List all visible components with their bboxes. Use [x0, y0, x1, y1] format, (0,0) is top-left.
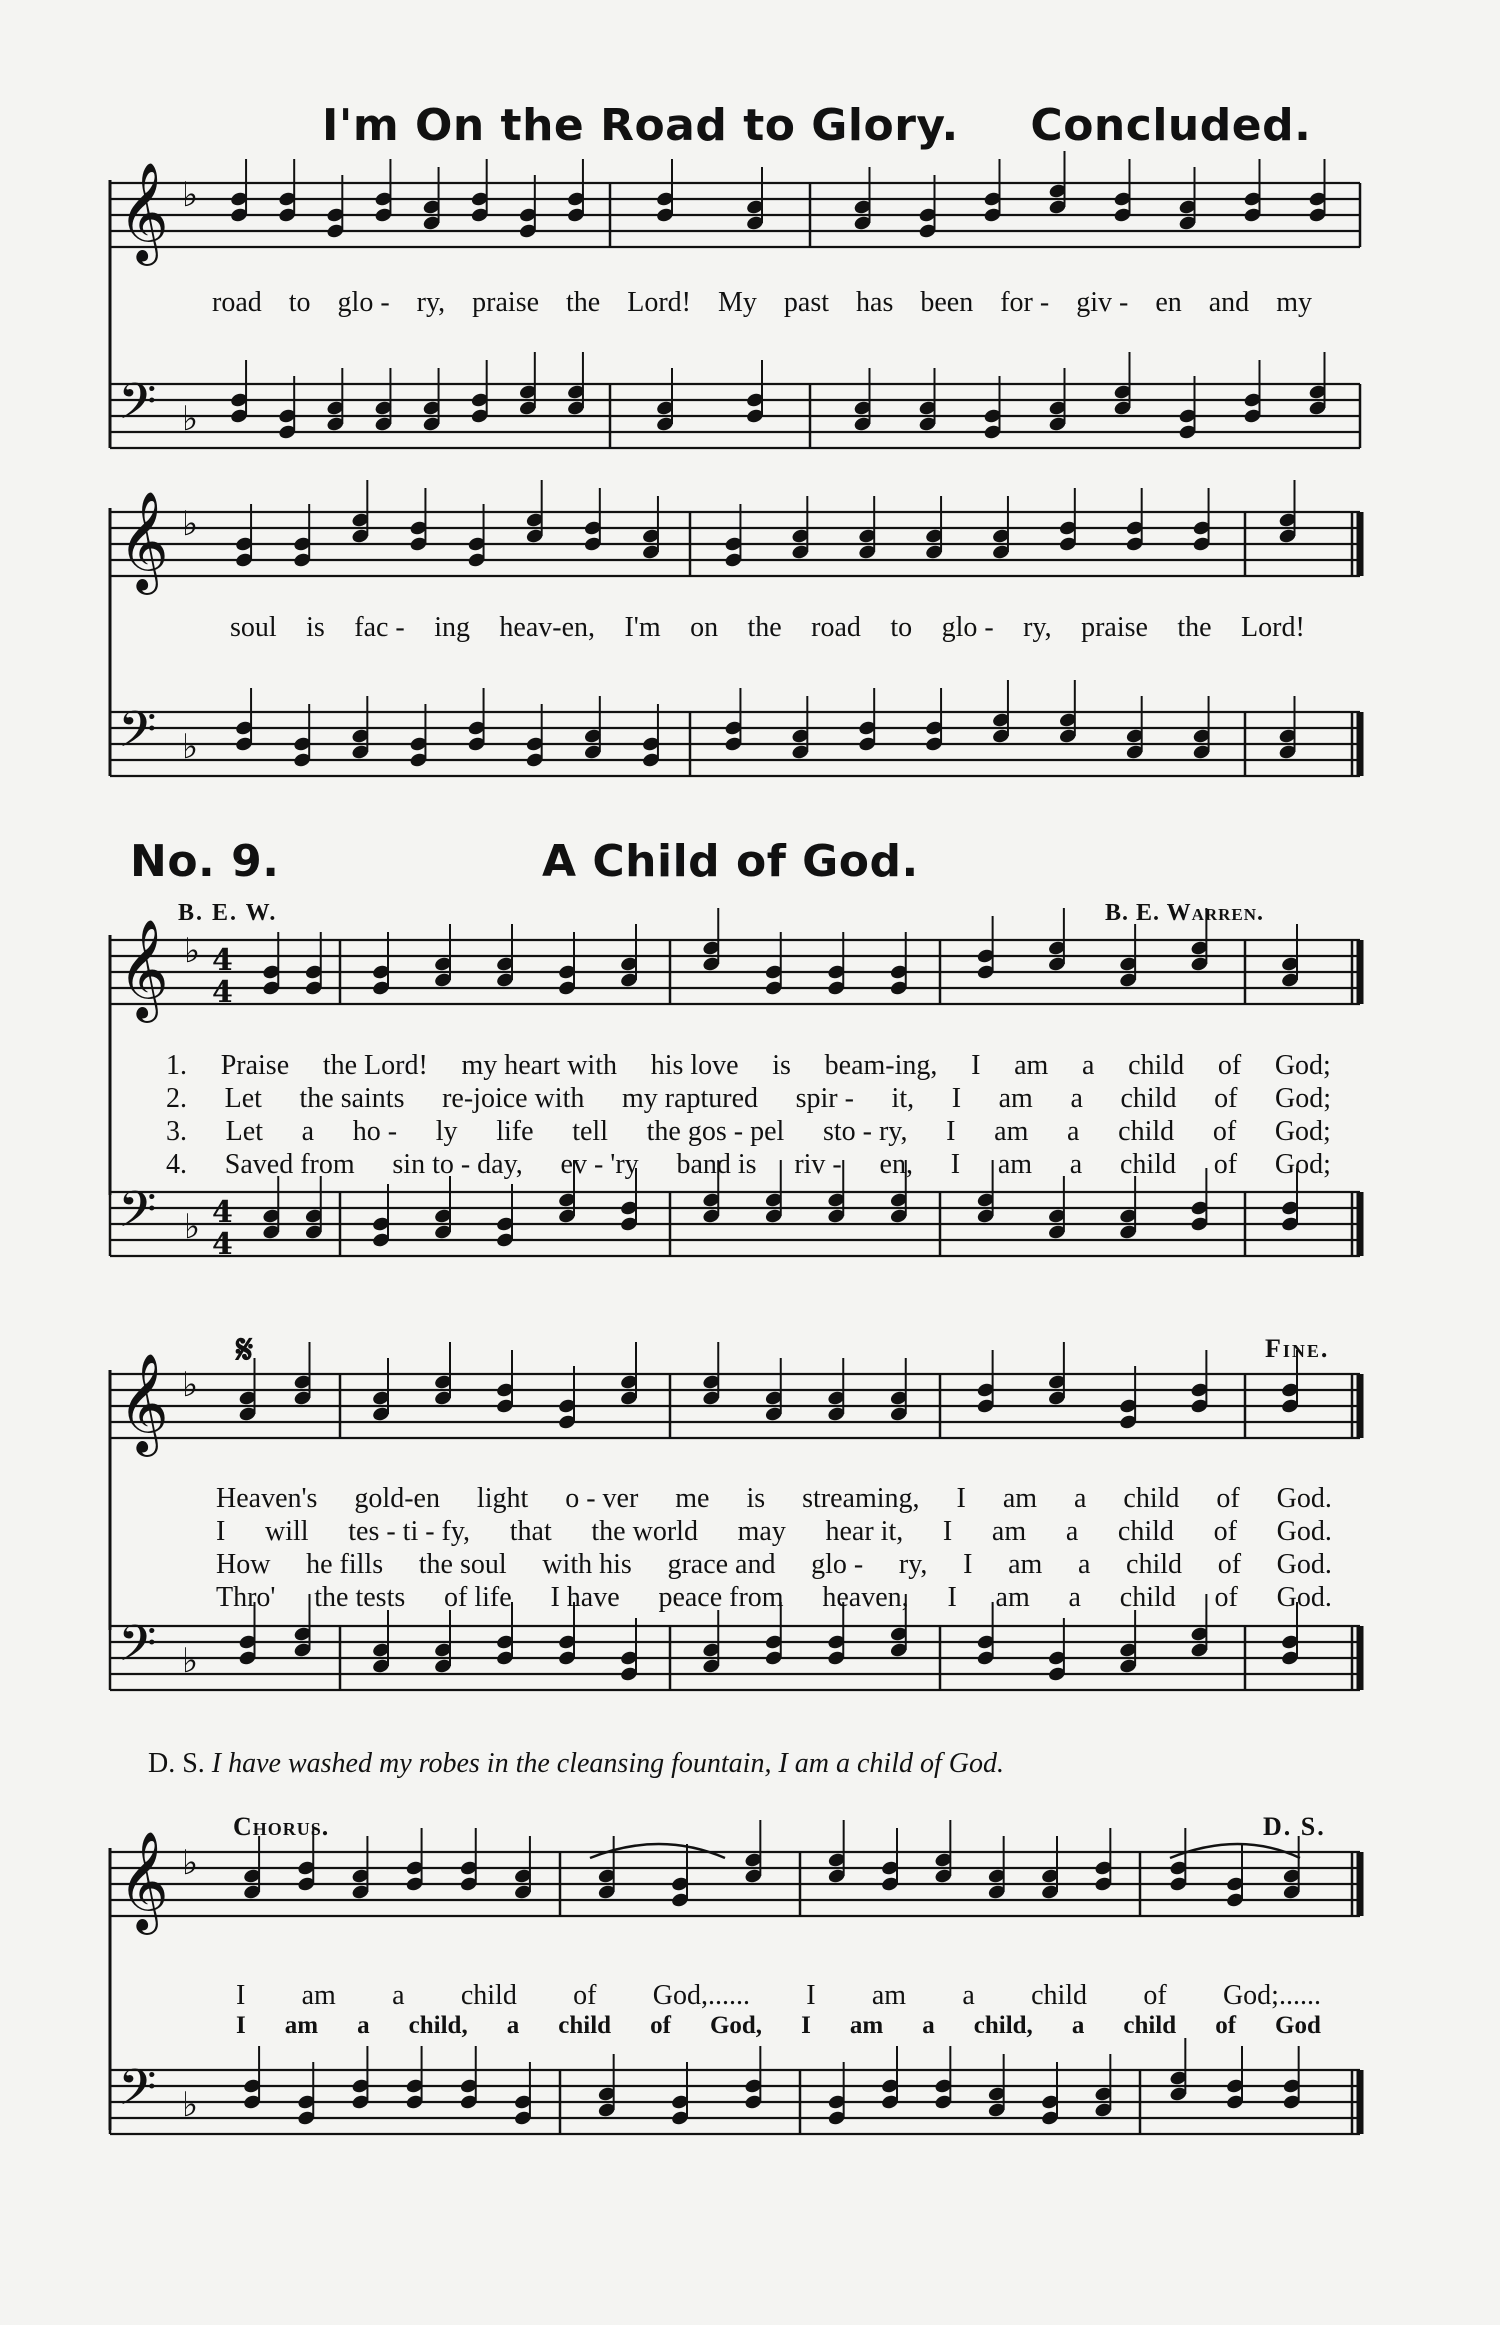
lyric-syllable: child [1031, 1980, 1088, 2011]
ds-prefix: D. S. [148, 1748, 205, 1779]
lyric-syllable: I [956, 1483, 966, 1514]
lyric-syllable: Praise [220, 1050, 290, 1081]
lyric-syllable: Lord! [627, 287, 692, 318]
lyric-syllable: Lord! [1241, 612, 1305, 643]
lyric-syllable: of life [444, 1582, 512, 1613]
lyric-syllable: God;...... [1222, 1980, 1321, 2011]
lyric-syllable: child, [408, 2012, 468, 2039]
verse-line [216, 1582, 1332, 1615]
lyric-syllable: my heart with [461, 1050, 617, 1081]
lyric-syllable: the world [591, 1516, 698, 1547]
flat-icon: ♭ [182, 727, 199, 767]
treble-clef-icon: 𝄞 [118, 1831, 169, 1931]
hymn1-system1-lyrics [212, 287, 1312, 319]
lyric-syllable: God [1275, 2012, 1321, 2039]
lyric-syllable: I have [550, 1582, 620, 1613]
lyric-syllable: a [962, 1980, 975, 2011]
lyric-syllable: am [1014, 1050, 1049, 1081]
lyric-syllable: en, [879, 1149, 913, 1180]
lyric-syllable: is [306, 612, 325, 643]
lyric-syllable: God,...... [652, 1980, 750, 2011]
lyric-syllable: I'm [624, 612, 661, 643]
treble-clef-icon: 𝄞 [118, 919, 169, 1019]
lyric-syllable: praise [472, 287, 540, 318]
lyric-syllable: ry, [416, 287, 446, 318]
lyric-syllable: road [212, 287, 262, 318]
lyric-syllable: a [392, 1980, 405, 2011]
lyric-syllable: ly [435, 1116, 458, 1147]
lyric-syllable: been [920, 287, 974, 318]
hymn1-title-main: I'm On the Road to Glory. [322, 100, 959, 151]
lyric-syllable: How [216, 1549, 271, 1580]
lyric-syllable: God; [1274, 1050, 1331, 1081]
lyric-syllable: a [1069, 1149, 1083, 1180]
chorus-line-2 [236, 2012, 1321, 2040]
lyric-syllable: child [1126, 1549, 1183, 1580]
lyric-syllable: a [1070, 1083, 1083, 1114]
lyric-syllable: grace and [667, 1549, 776, 1580]
bass-clef-icon: 𝄢 [118, 1615, 157, 1685]
lyric-syllable: am [994, 1116, 1029, 1147]
ds-text: I have washed my robes in the cleansing fountain, I am a child of God. [211, 1748, 1004, 1779]
lyric-syllable: child [1123, 2012, 1177, 2039]
hymn1-system2-lyrics [230, 612, 1305, 644]
lyric-syllable: I [942, 1516, 953, 1547]
lyric-syllable: with his [542, 1549, 632, 1580]
lyric-syllable: am [301, 1980, 336, 2011]
lyric-syllable: am [849, 2012, 884, 2039]
lyric-syllable: gold-en [354, 1483, 440, 1514]
lyric-syllable: spir - [795, 1083, 854, 1114]
lyric-syllable: Let [224, 1083, 262, 1114]
lyric-syllable: my [1276, 287, 1312, 318]
flat-icon: ♭ [182, 1641, 199, 1681]
lyric-syllable: ing [434, 612, 470, 643]
lyric-syllable: child [1120, 1149, 1176, 1180]
lyric-syllable: glo - [811, 1549, 864, 1580]
flat-icon: ♭ [182, 1365, 199, 1405]
lyric-syllable: past [783, 287, 830, 318]
lyric-syllable: child [558, 2012, 612, 2039]
time-signature-top: 4 [212, 1195, 233, 1230]
lyric-syllable: of [1213, 1149, 1238, 1180]
lyric-syllable: child [460, 1980, 517, 2011]
lyric-syllable: a [506, 2012, 520, 2039]
chorus-label: Chorus. [233, 1812, 330, 1841]
lyric-syllable: I [806, 1980, 816, 2011]
lyric-syllable: Thro' [216, 1582, 276, 1613]
lyric-syllable: tell [572, 1116, 608, 1147]
lyric-syllable: his love [650, 1050, 739, 1081]
lyric-syllable: a [1068, 1582, 1081, 1613]
lyric-syllable: the [1177, 612, 1212, 643]
lyric-syllable: I [947, 1582, 957, 1613]
lyric-syllable: of [1143, 1980, 1167, 2011]
flat-icon: ♭ [182, 504, 199, 544]
lyric-syllable: sin to - day, [392, 1149, 523, 1180]
flat-icon: ♭ [182, 1843, 199, 1883]
lyric-syllable: I [963, 1549, 973, 1580]
treble-clef-icon: 𝄞 [118, 491, 169, 591]
lyric-syllable: a [1067, 1116, 1080, 1147]
lyric-syllable: Heaven's [216, 1483, 318, 1514]
lyric-syllable: 3. [166, 1116, 187, 1147]
lyric-syllable: God. [1276, 1582, 1332, 1613]
segno-sign: 𝄋 [236, 1327, 256, 1372]
lyric-syllable: child [1123, 1483, 1180, 1514]
lyric-syllable: tes - ti - fy, [348, 1516, 471, 1547]
lyric-syllable: has [856, 287, 894, 318]
lyric-syllable: me [675, 1483, 710, 1514]
bass-clef-icon: 𝄢 [118, 373, 157, 443]
lyric-syllable: giv - [1076, 287, 1129, 318]
lyric-syllable: to [890, 612, 913, 643]
lyric-syllable: God; [1274, 1083, 1331, 1114]
lyric-syllable: I [951, 1083, 962, 1114]
lyric-syllable: God; [1274, 1149, 1331, 1180]
lyric-syllable: am [284, 2012, 319, 2039]
lyric-syllable: I [971, 1050, 981, 1081]
words-credit: B. E. W. [178, 900, 278, 926]
lyric-syllable: re-joice with [442, 1083, 585, 1114]
lyric-syllable: my raptured [621, 1083, 759, 1114]
lyric-syllable: child [1120, 1083, 1177, 1114]
lyric-syllable: am [1002, 1483, 1038, 1514]
lyric-syllable: sto - ry, [822, 1116, 908, 1147]
bass-clef-icon: 𝄢 [118, 2059, 157, 2129]
lyric-syllable: of [573, 1980, 597, 2011]
lyric-syllable: child [1118, 1116, 1175, 1147]
lyric-syllable: streaming, [802, 1483, 920, 1514]
lyric-syllable: of [1217, 1549, 1242, 1580]
hymn2-system1-verses [166, 1050, 1331, 1182]
lyric-syllable: ho - [352, 1116, 398, 1147]
lyric-syllable: glo - [941, 612, 994, 643]
lyric-syllable: will [265, 1516, 309, 1547]
flat-icon: ♭ [182, 399, 199, 439]
lyric-syllable: of [1217, 1050, 1242, 1081]
lyric-syllable: I [946, 1116, 956, 1147]
bass-clef-icon: 𝄢 [118, 1181, 157, 1251]
lyric-syllable: a [1074, 1483, 1087, 1514]
lyric-syllable: Saved from [224, 1149, 355, 1180]
lyric-syllable: a [1077, 1549, 1091, 1580]
lyric-syllable: I [216, 1516, 226, 1547]
chorus-line-1 [236, 1980, 1321, 2012]
flat-icon: ♭ [184, 931, 201, 971]
lyric-syllable: for - [1000, 287, 1050, 318]
lyric-syllable: the Lord! [322, 1050, 428, 1081]
lyric-syllable: child, [973, 2012, 1033, 2039]
music-credit: B. E. Warren. [1105, 900, 1265, 926]
lyric-syllable: fac - [354, 612, 405, 643]
lyric-syllable: ry, [898, 1549, 928, 1580]
lyric-syllable: am [998, 1083, 1033, 1114]
lyric-syllable: 4. [166, 1149, 187, 1180]
hymn1-title-suffix: Concluded. [1030, 100, 1312, 151]
lyric-syllable: it, [891, 1083, 915, 1114]
lyric-syllable: that [509, 1516, 552, 1547]
lyric-syllable: soul [230, 612, 277, 643]
lyric-syllable: I [236, 2012, 246, 2039]
lyric-syllable: a [1082, 1050, 1095, 1081]
lyric-syllable: am [991, 1516, 1027, 1547]
lyric-syllable: child [1128, 1050, 1185, 1081]
lyric-syllable: of [650, 2012, 671, 2039]
lyric-syllable: am [997, 1149, 1033, 1180]
verse-line [216, 1549, 1332, 1582]
lyric-syllable: God, [709, 2012, 763, 2039]
lyric-syllable: glo - [337, 287, 390, 318]
lyric-syllable: 1. [166, 1050, 187, 1081]
lyric-syllable: the tests [314, 1582, 406, 1613]
treble-clef-icon: 𝄞 [118, 1353, 169, 1453]
lyric-syllable: is [772, 1050, 791, 1081]
lyric-syllable: on [690, 612, 719, 643]
lyric-syllable: beam-ing, [824, 1050, 938, 1081]
lyric-syllable: the [566, 287, 601, 318]
hymn2-title: A Child of God. [542, 836, 919, 887]
flat-icon: ♭ [184, 1207, 201, 1247]
lyric-syllable: is [746, 1483, 766, 1514]
bass-clef-icon: 𝄢 [118, 701, 157, 771]
lyric-syllable: band is [676, 1149, 757, 1180]
treble-clef-icon: 𝄞 [118, 162, 169, 262]
lyric-syllable: God. [1276, 1549, 1332, 1580]
lyric-syllable: the gos - pel [646, 1116, 785, 1147]
lyric-syllable: of [1214, 1582, 1238, 1613]
lyric-syllable: of [1214, 1083, 1238, 1114]
lyric-syllable: light [476, 1483, 529, 1514]
time-signature-bottom: 4 [212, 1227, 233, 1262]
flat-icon: ♭ [182, 175, 199, 215]
lyric-syllable: heav-en, [499, 612, 596, 643]
lyric-syllable: ev - 'ry [560, 1149, 639, 1180]
verse-line [216, 1483, 1332, 1516]
lyric-syllable: he fills [306, 1549, 384, 1580]
lyric-syllable: I [801, 2012, 811, 2039]
lyric-syllable: My [718, 287, 757, 318]
lyric-syllable: hear it, [825, 1516, 904, 1547]
lyric-syllable: I [236, 1980, 246, 2011]
lyric-syllable: praise [1081, 612, 1148, 643]
lyric-syllable: of [1215, 2012, 1237, 2039]
time-signature-top: 4 [212, 943, 233, 978]
hymn2-system2-verses [216, 1483, 1332, 1615]
lyric-syllable: God; [1274, 1116, 1331, 1147]
lyric-syllable: the saints [299, 1083, 405, 1114]
verse-line [216, 1516, 1332, 1549]
lyric-syllable: am [1008, 1549, 1043, 1580]
lyric-syllable: o - ver [565, 1483, 639, 1514]
lyric-syllable: the soul [418, 1549, 507, 1580]
lyric-syllable: a [922, 2012, 935, 2039]
ds-end-mark: D. S. [1263, 1812, 1326, 1841]
lyric-syllable: I [950, 1149, 961, 1180]
lyric-syllable: en [1155, 287, 1182, 318]
lyric-syllable: road [811, 612, 861, 643]
lyric-syllable: of [1216, 1483, 1240, 1514]
lyric-syllable: heaven, [822, 1582, 909, 1613]
lyric-syllable: ry, [1023, 612, 1052, 643]
verse-line [166, 1050, 1331, 1083]
lyric-syllable: am [871, 1980, 907, 2011]
lyric-syllable: riv - [794, 1149, 842, 1180]
lyric-syllable: of [1212, 1116, 1237, 1147]
verse-line [166, 1116, 1331, 1149]
lyric-syllable: am [995, 1582, 1030, 1613]
time-signature-bottom: 4 [212, 975, 233, 1010]
lyric-syllable: may [737, 1516, 786, 1547]
lyric-syllable: a [1071, 2012, 1085, 2039]
lyric-syllable: the [747, 612, 782, 643]
lyric-syllable: of [1213, 1516, 1237, 1547]
lyric-syllable: child [1119, 1582, 1176, 1613]
hymn2-number: No. 9. [130, 836, 280, 887]
verse-line [166, 1149, 1331, 1182]
lyric-syllable: a [357, 2012, 370, 2039]
fine-mark: Fine. [1265, 1334, 1330, 1363]
lyric-syllable: to [288, 287, 311, 318]
lyric-syllable: a [301, 1116, 315, 1147]
lyric-syllable: life [496, 1116, 534, 1147]
flat-icon: ♭ [182, 2085, 199, 2125]
lyric-syllable: child [1117, 1516, 1174, 1547]
verse-line [166, 1083, 1331, 1116]
lyric-syllable: God. [1276, 1483, 1332, 1514]
ds-line [148, 1748, 1004, 1780]
lyric-syllable: and [1208, 287, 1250, 318]
lyric-syllable: God. [1276, 1516, 1332, 1547]
lyric-syllable: 2. [166, 1083, 187, 1114]
lyric-syllable: peace from [658, 1582, 784, 1613]
lyric-syllable: a [1065, 1516, 1079, 1547]
lyric-syllable: Let [225, 1116, 263, 1147]
